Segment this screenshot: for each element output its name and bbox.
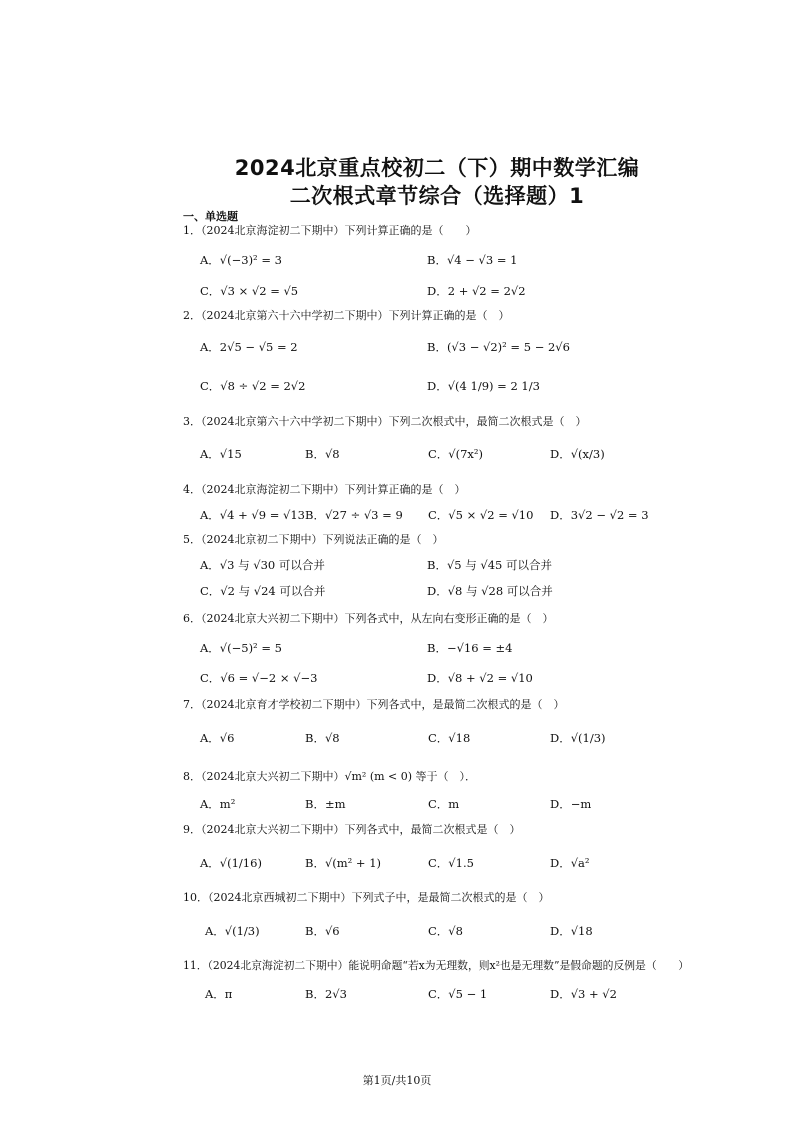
question-6-option-c: C．√6 = √−2 × √−3 (200, 671, 318, 685)
question-8-stem: 8．（2024北京大兴初二下期中）√m² (m < 0) 等于（ ）． (183, 770, 477, 783)
question-6-option-a: A．√(−5)² = 5 (200, 641, 282, 655)
question-4-option-c: C．√5 × √2 = √10 (428, 508, 534, 522)
question-11-option-c: C．√5 − 1 (428, 987, 488, 1001)
question-9-option-a: A．√(1/16) (200, 856, 262, 870)
question-3-option-a: A．√15 (200, 447, 242, 461)
question-6-stem: 6．（2024北京大兴初二下期中）下列各式中，从左向右变形正确的是（ ） (183, 612, 554, 625)
question-11-stem: 11．（2024北京海淀初二下期中）能说明命题“若x为无理数，则x²也是无理数”是假命题的反例是（ ） (183, 959, 690, 972)
question-2-option-c: C．√8 ÷ √2 = 2√2 (200, 379, 306, 393)
question-2-option-d: D．√(4 1/9) = 2 1/3 (427, 379, 540, 393)
question-6-option-b: B．−√16 = ±4 (427, 641, 513, 655)
question-3-option-c: C．√(7x²) (428, 447, 484, 461)
question-10-option-c: C．√8 (428, 924, 463, 938)
question-8-option-b: B．±m (305, 797, 346, 811)
question-7-option-b: B．√8 (305, 731, 340, 745)
question-4-option-a: A．√4 + √9 = √13 (200, 508, 305, 522)
question-7-option-a: A．√6 (200, 731, 235, 745)
question-11-option-d: D．√3 + √2 (550, 987, 617, 1001)
question-9-option-c: C．√1.5 (428, 856, 474, 870)
question-4-stem: 4．（2024北京海淀初二下期中）下列计算正确的是（ ） (183, 483, 466, 496)
question-11-option-b: B．2√3 (305, 987, 347, 1001)
question-7-stem: 7．（2024北京育才学校初二下期中）下列各式中，是最简二次根式的是（ ） (183, 698, 565, 711)
question-1-option-a: A．√(−3)² = 3 (200, 253, 282, 267)
question-2-stem: 2．（2024北京第六十六中学初二下期中）下列计算正确的是（ ） (183, 309, 510, 322)
document-subtitle: 二次根式章节综合（选择题）1 (289, 184, 585, 208)
question-8-option-c: C．m (428, 797, 460, 811)
question-1-option-d: D．2 + √2 = 2√2 (427, 284, 526, 298)
question-10-option-b: B．√6 (305, 924, 340, 938)
page-footer: 第1页/共10页 (362, 1074, 432, 1087)
document-title: 2024北京重点校初二（下）期中数学汇编 (234, 156, 640, 180)
question-4-option-d: D．3√2 − √2 = 3 (550, 508, 649, 522)
question-3-option-b: B．√8 (305, 447, 340, 461)
question-1-stem: 1．（2024北京海淀初二下期中）下列计算正确的是（ ） (183, 224, 477, 237)
question-1-option-b: B．√4 − √3 = 1 (427, 253, 518, 267)
question-11-option-a: A．π (205, 987, 233, 1001)
section-heading: 一、单选题 (183, 210, 238, 223)
question-3-option-d: D．√(x/3) (550, 447, 605, 461)
question-3-stem: 3．（2024北京第六十六中学初二下期中）下列二次根式中，最简二次根式是（ ） (183, 415, 587, 428)
question-10-option-a: A．√(1/3) (205, 924, 260, 938)
question-7-option-d: D．√(1/3) (550, 731, 606, 745)
question-1-option-c: C．√3 × √2 = √5 (200, 284, 299, 298)
question-10-option-d: D．√18 (550, 924, 593, 938)
question-10-stem: 10．（2024北京西城初二下期中）下列式子中，是最简二次根式的是（ ） (183, 891, 550, 904)
question-5-option-a: A．√3 与 √30 可以合并 (200, 558, 325, 572)
question-5-option-b: B．√5 与 √45 可以合并 (427, 558, 553, 572)
question-5-stem: 5．（2024北京初二下期中）下列说法正确的是（ ） (183, 533, 444, 546)
question-4-option-b: B．√27 ÷ √3 = 9 (305, 508, 403, 522)
question-8-option-d: D．−m (550, 797, 592, 811)
question-5-option-c: C．√2 与 √24 可以合并 (200, 584, 326, 598)
question-8-option-a: A．m² (200, 797, 236, 811)
question-7-option-c: C．√18 (428, 731, 471, 745)
question-9-stem: 9．（2024北京大兴初二下期中）下列各式中，最简二次根式是（ ） (183, 823, 521, 836)
question-9-option-d: D．√a² (550, 856, 590, 870)
question-2-option-b: B．(√3 − √2)² = 5 − 2√6 (427, 340, 570, 354)
question-5-option-d: D．√8 与 √28 可以合并 (427, 584, 553, 598)
question-6-option-d: D．√8 + √2 = √10 (427, 671, 533, 685)
question-2-option-a: A．2√5 − √5 = 2 (200, 340, 298, 354)
question-9-option-b: B．√(m² + 1) (305, 856, 382, 870)
